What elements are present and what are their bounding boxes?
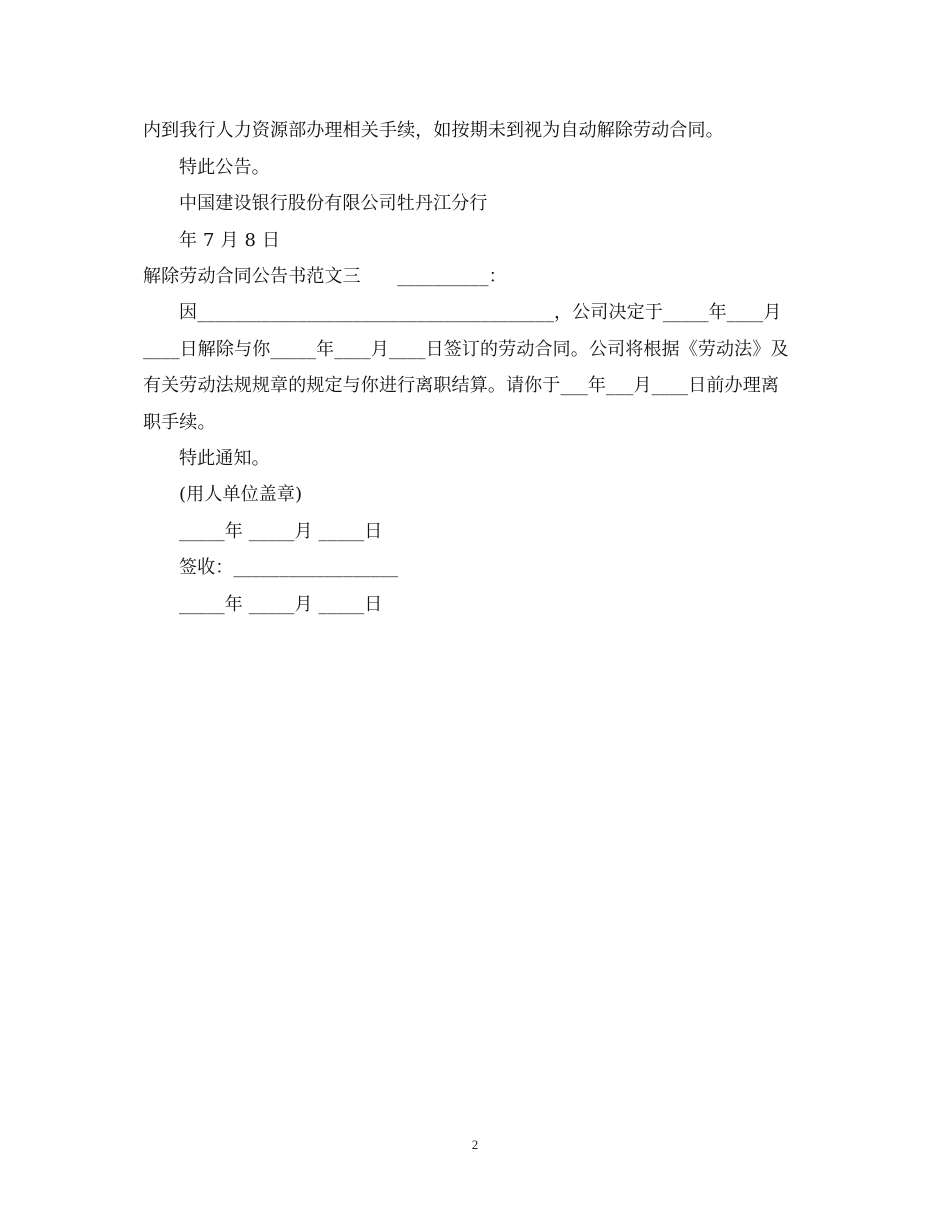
section-heading: 解除劳动合同公告书范文三 __________： (143, 266, 507, 287)
announcement-closing: 特此公告。 (179, 157, 270, 178)
paragraph-line-continuation: 内到我行人力资源部办理相关手续，如按期未到视为自动解除劳动合同。 (143, 120, 724, 141)
issue-date: 年 7 月 8 日 (179, 230, 281, 251)
page-number: 2 (471, 1137, 479, 1152)
employer-seal-label: (用人单位盖章) (179, 484, 303, 505)
issuer-name: 中国建设银行股份有限公司牡丹江分行 (179, 193, 488, 214)
notice-body-line-1: 因_______________________________________，公司决定于_____年____月 (179, 302, 782, 323)
notice-body-line-4: 职手续。 (143, 412, 216, 433)
signature-receipt-line: 签收：__________________ (179, 557, 399, 578)
notice-body-line-2: ____日解除与你_____年____月____日签订的劳动合同。公司将根据《劳动法》及 (143, 339, 789, 360)
notice-closing: 特此通知。 (179, 448, 270, 469)
notice-body-line-3: 有关劳动法规规章的规定与你进行离职结算。请你于___年___月____日前办理离 (143, 375, 779, 396)
seal-date-blank: _____年 _____月 _____日 (179, 521, 383, 542)
receipt-date-blank: _____年 _____月 _____日 (179, 594, 383, 615)
